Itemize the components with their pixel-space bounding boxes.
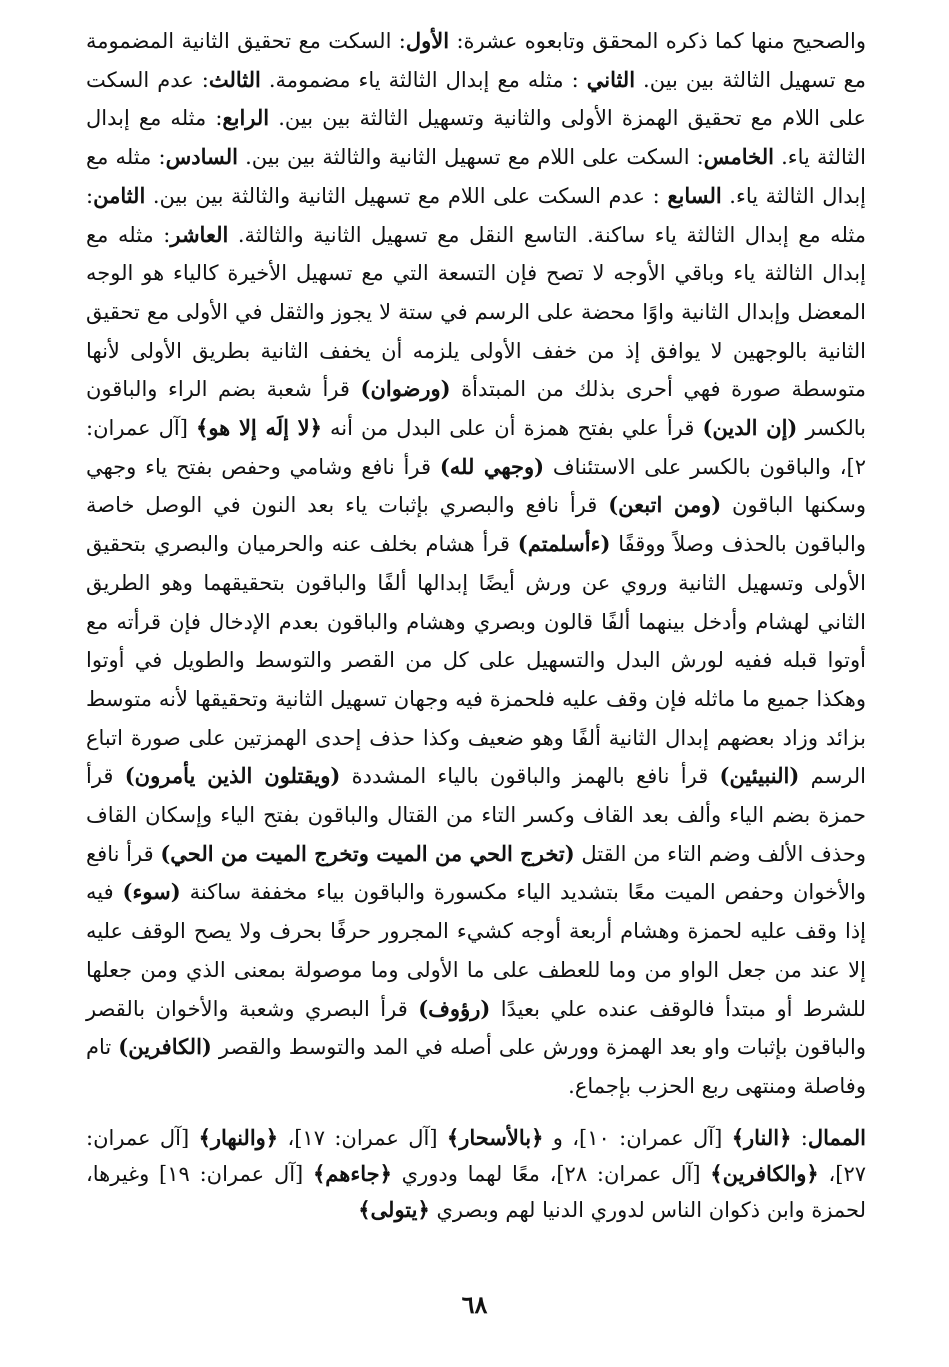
bold-term: ﴿لا إلَه إلا هو﴾	[196, 415, 322, 441]
text-run: قرأ حمزة بضم الياء وألف بعد القاف وكسر التاء من القتال والباقون بفتح الياء وإسكان القاف وحذف الألف وضم التاء من القتل	[86, 764, 866, 866]
bold-term: الرابع	[222, 105, 270, 131]
bold-term: (ورضوان)	[360, 376, 451, 402]
text-run: :	[791, 1125, 808, 1150]
bold-term: (سوء)	[122, 879, 181, 905]
text-run: [آل عمران: ١٧]،	[278, 1125, 447, 1150]
page-number: ٦٨	[461, 1290, 488, 1319]
text-run: : عدم السكت على اللام مع تحقيق الهمزة الأولى والثانية وتسهيل الثالثة بين بين.	[86, 67, 866, 131]
bold-term: الأول	[405, 28, 450, 53]
page-content	[86, 22, 866, 1228]
text-run: قرأ نافع بالهمز والباقون بالياء المشددة	[340, 764, 720, 789]
text-run: : مثله مع إبدال الثالثة ياء وباقي الأوجه لا تصح فإن التسعة التي مع تسهيل الأخيرة كالياء هو الوجه المعضل وإبدال الثانية واوًا محضة على الرسم في ستة لا يجوز والثقل في الأولى مع تحقيق الثانية بالوجهين لا يوافق إذ من خفف الأولى يلزمه أن يخفف الثانية بطريق الأولى لأنها متوسطة صورة فهي أحرى بذلك من المبتدأة	[86, 222, 867, 402]
text-run: قرأ علي بفتح همزة أن على البدل من أنه	[321, 416, 703, 441]
text-run: تام وفاصلة ومنتهى ربع الحزب بإجماع.	[86, 1035, 866, 1098]
text-run: قرأ البصري وشعبة والأخوان بالقصر والباقون بإثبات واو بعد الهمزة وورش على أصله في المد والتوسط والقصر	[86, 996, 866, 1060]
text-run: [آل عمران: ٢٨]، معًا لهما ودوري	[391, 1161, 711, 1186]
bold-term: الثامن	[93, 182, 146, 208]
mumal-paragraph	[86, 1120, 866, 1228]
bold-term: (إن الدين)	[702, 415, 798, 441]
bold-term: (تخرج الحي من الميت وتخرج الميت من الحي)	[160, 840, 575, 866]
bold-term: السادس	[165, 144, 238, 170]
bold-term: ﴿يتولى﴾	[358, 1196, 430, 1222]
bold-term: (الكافرين)	[118, 1034, 212, 1060]
text-run: قرأ نافع والأخوان وحفص الميت معًا بتشديد الياء مكسورة والباقون بياء مخففة ساكنة	[86, 841, 866, 905]
text-run: [آل عمران: ١٩] وغيرها، لحمزة وابن ذكوان الناس لدوري الدنيا لهم وبصري	[86, 1161, 866, 1222]
text-run: قرأ نافع والبصري بإثبات ياء بعد النون في الوصل خاصة والباقون بالحذف وصلاً ووقفًا	[86, 493, 866, 557]
text-run: [آل عمران: ١٠]، و	[543, 1125, 732, 1150]
text-run: : مثله مع إبدال الثالثة ياء.	[86, 145, 867, 208]
bold-term: السابع	[667, 182, 722, 208]
text-run: فيه إذا وقف عليه لحمزة وهشام أربعة أوجه كشيء المجرور حرفًا بحرف ولا يصح الوقف عليه إلا عند من جعل الواو من وما للعطف على ما الأولى وما موصولة بمعنى الذي ومن جعلها للشرط أو مبتدأ فالوقف عنده علي بعيدًا	[86, 880, 866, 1021]
text-run: [آل عمران: ٢٧]،	[86, 1125, 867, 1186]
bold-term: الثالث	[208, 66, 261, 92]
bold-term: ﴿بالأسحار﴾	[446, 1124, 544, 1150]
text-run: : السكت مع تحقيق الثانية المضمومة مع تسهيل الثالثة بين بين.	[86, 29, 866, 92]
bold-term: (ومن اتبعن)	[608, 492, 722, 518]
text-run: قرأ شعبة بضم الراء والباقون بالكسر	[86, 377, 866, 441]
bold-term: ﴿النار﴾	[731, 1124, 792, 1150]
bold-term: ﴿جاءهم﴾	[313, 1160, 392, 1186]
bold-term: (النبيئين)	[719, 763, 800, 789]
bold-term: (رؤوف)	[418, 995, 491, 1021]
text-run: قرأ نافع وشامي وحفص بفتح ياء وجهي وسكنها الباقون	[86, 454, 866, 518]
commentary-paragraph	[86, 22, 866, 1106]
text-run: [آل عمران: ٢]، والباقون بالكسر على الاستئناف	[86, 416, 866, 479]
bold-term: ﴿والنهار﴾	[198, 1124, 279, 1150]
bold-term: (ءأسلمتم)	[517, 531, 611, 557]
text-run: : مثله مع إبدال الثالثة ياء ساكنة. التاسع النقل مع تسهيل الثانية والثالثة.	[86, 183, 866, 247]
text-run: قرأ هشام بخلف عنه والحرميان والبصري بتحقيق الأولى وتسهيل الثانية وروي عن ورش أيضًا إبدالها ألفًا والباقون بتحقيقهما وهو الطريق الثاني لهشام وأدخل بينهما ألفًا قالون وبصري وهشام والباقون بعدم الإدخال فإن قرأته مع أوتوا قبله ففيه لورش البدل والتسهيل على كل من القصر والتوسط والطويل في أوتوا وهكذا جميع ما ماثله فإن وقف عليه فلحمزة فيه وجهان تسهيل الثانية وتحقيقها لأنه متوسط بزائد وزاد بعضهم إبدال الثانية ألفًا وهو ضعيف وكذا حذف إحدى الهمزتين على صورة اتباع الرسم	[86, 532, 866, 789]
bold-term: ﴿والكافرين﴾	[710, 1160, 819, 1186]
bold-term: (وجهي لله)	[439, 453, 545, 479]
text-run: : السكت على اللام مع تسهيل الثانية والثالثة بين بين.	[237, 145, 704, 170]
bold-term: الثاني	[586, 66, 636, 92]
text-run: : مثله مع إبدال الثالثة ياء مضمومة.	[260, 67, 587, 92]
text-run: : عدم السكت على اللام مع تسهيل الثانية والثالثة بين بين.	[145, 183, 668, 208]
bold-term: الممال	[807, 1124, 866, 1150]
bold-term: (ويقتلون الذين يأمرون)	[124, 763, 341, 789]
text-run: والصحيح منها كما ذكره المحقق وتابعوه عشرة:	[449, 29, 866, 53]
bold-term: العاشر	[170, 221, 229, 247]
text-run: : مثله مع إبدال الثالثة ياء.	[86, 106, 866, 170]
bold-term: الخامس	[703, 144, 774, 170]
